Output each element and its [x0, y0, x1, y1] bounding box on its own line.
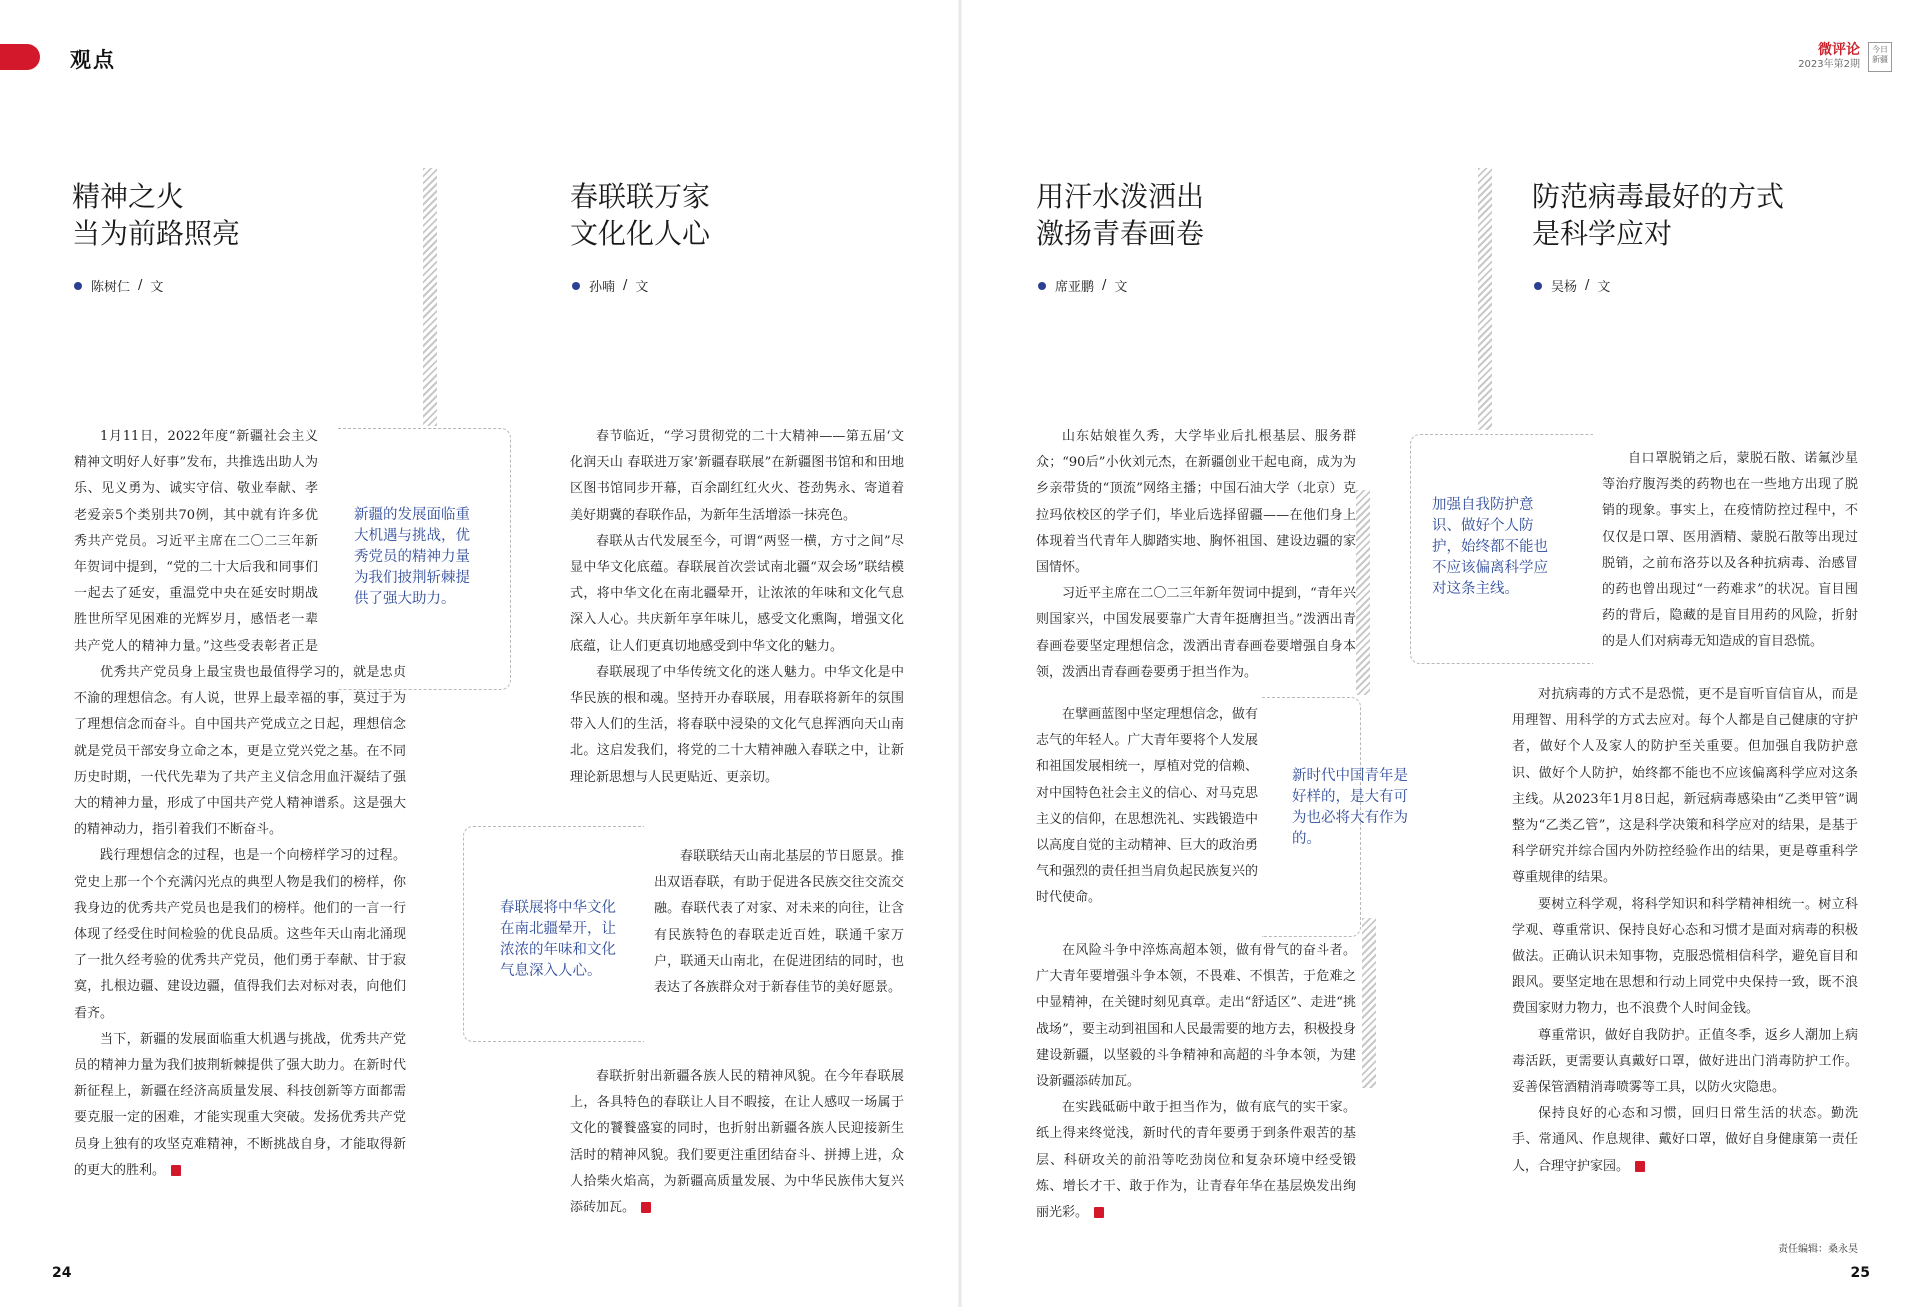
article-3-body-top [1036, 424, 1356, 702]
decorative-stripe [423, 168, 437, 426]
author-name: 席亚鹏 [1055, 280, 1095, 295]
article-4-byline [1534, 276, 1610, 295]
author-role: 文 [1114, 280, 1128, 295]
title-line: 防范病毒最好的方式 [1532, 180, 1785, 213]
paragraph-text: 在实践砥砺中敢于担当作为，做有底气的实干家。纸上得来终觉浅，新时代的青年要勇于到条件艰苦的基层、科研攻关的前沿等吃劲岗位和复杂环境中经受锻炼、增长才干、敢于作为，让青春年华在基层焕发出绚丽光彩。 [1036, 1100, 1356, 1221]
bullet-icon [572, 282, 580, 290]
article-2-title [570, 178, 710, 252]
page-number-left: 24 [52, 1265, 72, 1281]
paragraph-text: 保持良好的心态和习惯，回归日常生活的状态。勤洗手、常通风、作息规律、戴好口罩，做好自身健康第一责任人，合理守护家园。 [1512, 1106, 1858, 1174]
article-2-body-top [570, 424, 904, 844]
brand-issue: 2023年第2期 [1798, 59, 1860, 70]
bullet-icon [1038, 282, 1046, 290]
article-3-byline [1038, 276, 1127, 295]
byline-separator: / [138, 278, 143, 293]
author-name: 陈树仁 [91, 280, 131, 295]
brand-block [1798, 42, 1860, 71]
paragraph: 对抗病毒的方式不是恐慌，更不是盲听盲信盲从，而是用理智、用科学的方式去应对。每个人都是自己健康的守护者，做好个人及家人的防护至关重要。但加强自我防护意识、做好个人防护，始终都不能也不应该偏离科学应对这条主线。从2023年1月8日起，新冠病毒感染由“乙类甲管”调整为“乙类乙管”，这是科学决策和科学应对的结果，是基于科学研究并综合国内外防控经验作出的结果，更是尊重科学尊重规律的结果。 [1512, 687, 1858, 886]
article-2-byline [572, 276, 648, 295]
article-3-body-middle [1036, 702, 1258, 938]
title-line: 激扬青春画卷 [1036, 217, 1205, 250]
paragraph: 山东姑娘崔久秀，大学毕业后扎根基层、服务群众；“90后”小伙刘元杰，在新疆创业干起电商，成为为乡亲带货的“顶流”网络主播；中国石油大学（北京）克拉玛依校区的学子们，毕业后选择留疆——在他们身上体现着当代青年人脚踏实地、胸怀祖国、建设边疆的家国情怀。 [1036, 429, 1356, 576]
author-role: 文 [150, 280, 164, 295]
paragraph: 在风险斗争中淬炼高超本领，做有骨气的奋斗者。广大青年要增强斗争本领，不畏难、不惧苦，于危难之中显精神，在关键时刻见真章。走出“舒适区”、走进“挑战场”，要主动到祖国和人民最需要的地方去，积极投身建设新疆，以坚毅的斗争精神和高超的斗争本领，为建设新疆添砖加瓦。 [1036, 943, 1356, 1090]
byline-separator: / [1585, 278, 1590, 293]
bullet-icon [74, 282, 82, 290]
article-3-pullquote: 新时代中国青年是好样的，是大有可为也必将大有作为的。 [1292, 768, 1408, 847]
bullet-icon [1534, 282, 1542, 290]
title-line: 用汗水泼洒出 [1036, 180, 1205, 213]
paragraph: 要树立科学观，将科学知识和科学精神相统一。树立科学观、尊重常识、保持良好心态和习惯才是面对病毒的积极做法。正确认识未知事物，克服恐慌相信科学，避免盲目和跟风。要坚定地在思想和行动上同党中央保持一致，既不浪费国家财力物力，也不浪费个人时间金钱。 [1512, 896, 1858, 1017]
title-line: 文化化人心 [570, 217, 711, 250]
editor-credit: 责任编辑：桑永昊 [1778, 1244, 1858, 1255]
title-line: 精神之火 [72, 180, 185, 213]
paragraph: 春节临近，“学习贯彻党的二十大精神——第五届‘文化润天山 春联进万家’新疆春联展”在新疆图书馆和和田地区图书馆同步开幕，百余副红红火火、苍劲隽永、寄道着美好期冀的春联作品，为新年生活增添一抹亮色。 [570, 429, 904, 523]
end-mark-icon [171, 1165, 181, 1176]
page-number-right: 25 [1850, 1265, 1870, 1281]
title-line: 当为前路照亮 [72, 217, 241, 250]
paragraph: 尊重常识，做好自我防护。正值冬季，返乡人潮加上病毒活跃，更需要认真戴好口罩，做好进出门消毒防护工作。妥善保管酒精消毒喷雾等工具，以防火灾隐患。 [1512, 1027, 1858, 1096]
brand-title: 微评论 [1818, 42, 1860, 58]
paragraph: 春联从古代发展至今，可谓“两竖一横，方寸之间”尽显中华文化底蕴。春联展首次尝试南北疆“双会场”联结模式，将中华文化在南北疆晕开，让浓浓的年味和文化气息深入人心。共庆新年享年味儿，感受文化熏陶，增强文化底蕴，让人们更真切地感受到中华文化的魅力。 [570, 533, 904, 654]
page-gutter [958, 0, 962, 1307]
article-1-pullquote: 新疆的发展面临重大机遇与挑战，优秀党员的精神力量为我们披荆斩棘提供了强大助力。 [354, 507, 470, 607]
byline-separator: / [1102, 278, 1107, 293]
section-title: 观点 [70, 48, 116, 72]
byline-separator: / [623, 278, 628, 293]
paragraph: 在擘画蓝图中坚定理想信念，做有志气的年轻人。广大青年要将个人发展和祖国发展相统一，厚植对党的信赖、对中国特色社会主义的信心、对马克思主义的信仰，在思想洗礼、实践锻造中以高度自觉的主动精神、巨大的政治勇气和强烈的责任担当肩负起民族复兴的时代使命。 [1036, 707, 1258, 906]
end-mark-icon [1094, 1207, 1104, 1218]
article-4-body-top [1602, 446, 1858, 682]
decorative-stripe [1362, 918, 1376, 1088]
end-mark-icon [1635, 1161, 1645, 1172]
title-line: 春联联万家 [570, 180, 711, 213]
paragraph: 习近平主席在二〇二三年新年贺词中提到，“青年兴则国家兴，中国发展要靠广大青年挺膺担当。”泼洒出青春画卷要坚定理想信念，泼洒出青春画卷要增强自身本领，泼洒出青春画卷要勇于担当作为。 [1036, 586, 1356, 680]
paragraph: 优秀共产党员身上最宝贵也最值得学习的，就是忠贞不渝的理想信念。有人说，世界上最幸福的事，莫过于为了理想信念而奋斗。自中国共产党成立之日起，理想信念就是党员干部安身立命之本，更是立党兴党之基。在不同历史时期，一代代先辈为了共产主义信念用血汗凝结了强大的精神力量，形成了中国共产党人精神谱系。这是强大的精神动力，指引着我们不断奋斗。 [74, 665, 406, 838]
author-role: 文 [1597, 280, 1611, 295]
decorative-stripe [1478, 168, 1492, 430]
article-2-body-bottom [570, 1064, 904, 1250]
paragraph: 自口罩脱销之后，蒙脱石散、诺氟沙星等治疗腹泻类的药物也在一些地方出现了脱销的现象。事实上，在疫情防控过程中，不仅仅是口罩、医用酒精、蒙脱石散等出现过脱销，之前布洛芬以及各种抗病毒、治感冒的药也曾出现过“一药难求”的状况。盲目囤药的背后，隐藏的是盲目用药的风险，折射的是人们对病毒无知造成的盲目恐慌。 [1602, 451, 1858, 650]
author-name: 孙喃 [589, 280, 616, 295]
author-name: 吴杨 [1551, 280, 1578, 295]
article-2-body-middle [654, 844, 904, 1054]
article-3-title [1036, 178, 1204, 252]
article-2-pullquote: 春联展将中华文化在南北疆晕开，让浓浓的年味和文化气息深入人心。 [500, 900, 616, 979]
paragraph: 春联联结天山南北基层的节日愿景。推出双语春联，有助于促进各民族交往交流交融。春联代表了对家、对未来的向往，让含有民族特色的春联走近百姓，联通千家万户，联通天山南北，在促进团结的同时，也表达了各族群众对于新春佳节的美好愿景。 [654, 849, 904, 996]
article-1-title [72, 178, 240, 252]
end-mark-icon [641, 1202, 651, 1213]
paragraph [1036, 1095, 1356, 1226]
article-3-body-bottom [1036, 938, 1356, 1250]
paragraph-text: 当下，新疆的发展面临重大机遇与挑战，优秀共产党员的精神力量为我们披荆斩棘提供了强大助力。在新时代新征程上，新疆在经济高质量发展、科技创新等方面都需要克服一定的困难，才能实现重大突破。发扬优秀共产党员身上独有的攻坚克难精神，不断挑战自身，才能取得新的更大的胜利。 [74, 1031, 406, 1178]
paragraph [74, 1027, 406, 1184]
paragraph [570, 1064, 904, 1221]
paragraph: 春联展现了中华传统文化的迷人魅力。中华文化是中华民族的根和魂。坚持开办春联展，用春联将新年的氛围带入人们的生活，将春联中浸染的文化气息挥洒向天山南北。这启发我们，将党的二十大精神融入春联之中，让新理论新思想与人民更贴近、更亲切。 [570, 664, 904, 785]
article-4-body-bottom [1512, 682, 1858, 1248]
title-line: 是科学应对 [1532, 217, 1673, 250]
author-role: 文 [635, 280, 649, 295]
article-1-byline [74, 276, 163, 295]
article-1-body-bottom [74, 660, 406, 1250]
decorative-stripe [1356, 490, 1370, 695]
article-4-title [1532, 178, 1784, 252]
paragraph: 践行理想信念的过程，也是一个向榜样学习的过程。党史上那一个个充满闪光点的典型人物是我们的榜样，你我身边的优秀共产党员也是我们的榜样。他们的一言一行体现了经受住时间检验的优良品质。这些年天山南北涌现了一批久经考验的优秀共产党员，他们勇于奉献、甘于寂寞，扎根边疆、建设边疆，值得我们去对标对表，向他们看齐。 [74, 848, 406, 1021]
paragraph-text: 春联折射出新疆各族人民的精神风貌。在今年春联展上，各具特色的春联让人目不暇接，在让人感叹一场属于文化的饕餮盛宴的同时，也折射出新疆各族人民迎接新生活时的精神风貌。我们要更注重团结奋斗、拼搏上进，众人拾柴火焰高，为新疆高质量发展、为中华民族伟大复兴添砖加瓦。 [570, 1069, 904, 1216]
paragraph: 1月11日，2022年度“新疆社会主义精神文明好人好事”发布，共推选出助人为乐、见义勇为、诚实守信、敬业奉献、孝老爱亲5个类别共70例，其中就有许多优秀共产党员。习近平主席在二〇二三年新年贺词中提到，“党的二十大后我和同事们一起去了延安，重温党中央在延安时期战胜世所罕见困难的光辉岁月，感悟老一辈共产党人的精神力量。”这些受表彰者正是 [74, 429, 318, 654]
section-marker [0, 44, 40, 70]
article-1-body-top [74, 424, 318, 660]
brand-logo: 今日新疆 [1868, 42, 1892, 72]
paragraph [1512, 1101, 1858, 1180]
article-4-pullquote: 加强自我防护意识、做好个人防护，始终都不能也不应该偏离科学应对这条主线。 [1432, 497, 1548, 597]
